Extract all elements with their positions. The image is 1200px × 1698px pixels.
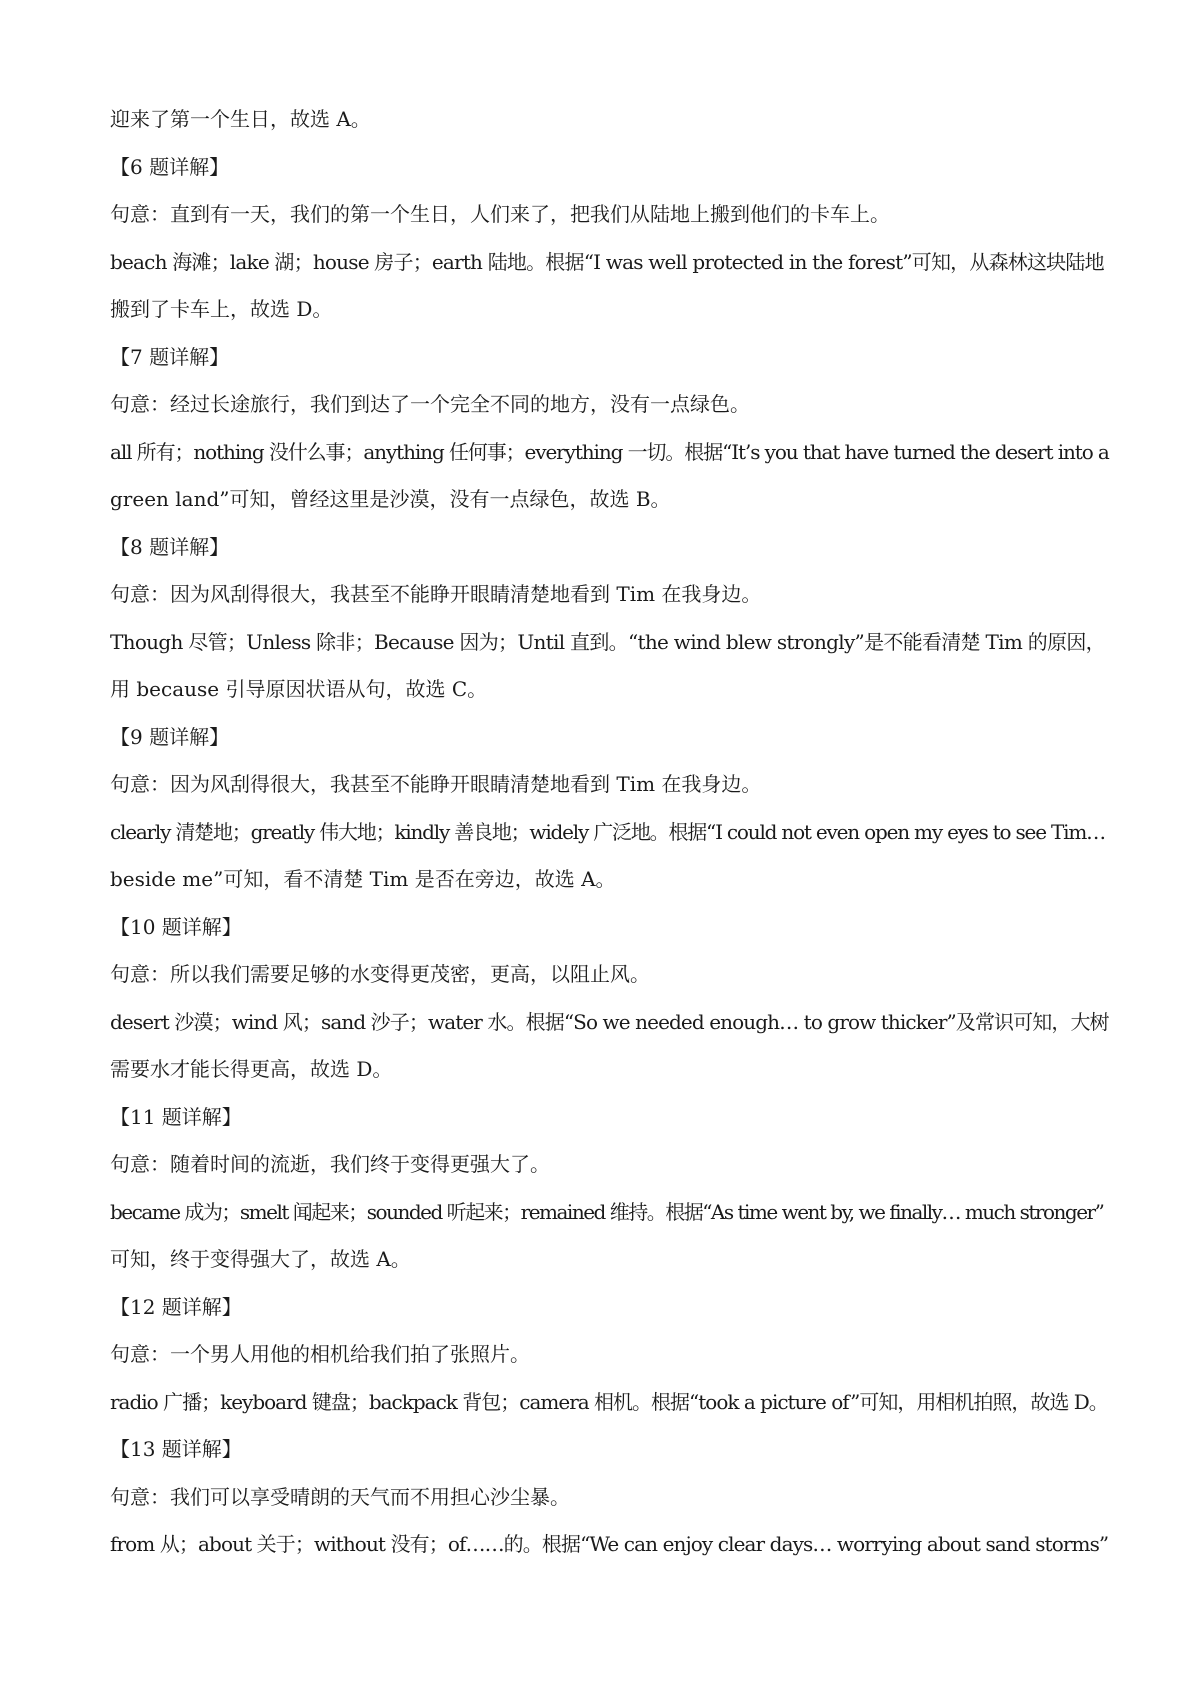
- text-line: 句意：直到有一天，我们的第一个生日，人们来了，把我们从陆地上搬到他们的卡车上。: [110, 202, 890, 226]
- section-heading-10: 【10 题详解】: [110, 914, 242, 939]
- text-line: green land”可知，曾经这里是沙漠，没有一点绿色，故选 B。: [110, 487, 671, 511]
- text-line: became 成为；smelt 闻起来；sounded 听起来；remained 维持。根据“As time went by, we finally… much stronger”: [110, 1199, 1104, 1224]
- text-line: 搬到了卡车上，故选 D。: [110, 297, 333, 321]
- text-line: desert 沙漠；wind 风；sand 沙子；water 水。根据“So we needed enough… to grow thicker”及常识可知，大树: [110, 1009, 1109, 1034]
- section-heading-8: 【8 题详解】: [110, 534, 230, 559]
- text-line: 句意：因为风刮得很大，我甚至不能睁开眼睛清楚地看到 Tim 在我身边。: [110, 582, 762, 606]
- text-line: 句意：所以我们需要足够的水变得更茂密，更高，以阻止风。: [110, 962, 650, 986]
- text-line: 可知，终于变得强大了，故选 A。: [110, 1247, 411, 1271]
- text-line: 句意：随着时间的流逝，我们终于变得更强大了。: [110, 1152, 550, 1176]
- text-line: 用 because 引导原因状语从句，故选 C。: [110, 677, 488, 701]
- section-heading-11: 【11 题详解】: [110, 1104, 242, 1129]
- text-line: 迎来了第一个生日，故选 A。: [110, 107, 371, 131]
- text-line: radio 广播；keyboard 键盘；backpack 背包；camera 相机。根据“took a picture of”可知，用相机拍照，故选 D。: [110, 1389, 1108, 1414]
- text-line: beside me”可知，看不清楚 Tim 是否在旁边，故选 A。: [110, 867, 616, 891]
- answer-explanations: [110, 96, 1110, 1569]
- text-line: beach 海滩；lake 湖；house 房子；earth 陆地。根据“I was well protected in the forest”可知，从森林这块陆地: [110, 249, 1104, 274]
- section-heading-6: 【6 题详解】: [110, 154, 230, 179]
- text-line: clearly 清楚地；greatly 伟大地；kindly 善良地；widely 广泛地。根据“I could not even open my eyes to see Tim…: [110, 819, 1105, 844]
- text-line: all 所有；nothing 没什么事；anything 任何事；everything 一切。根据“It’s you that have turned the desert into a: [110, 439, 1109, 464]
- section-heading-12: 【12 题详解】: [110, 1294, 242, 1319]
- text-line: 句意：我们可以享受晴朗的天气而不用担心沙尘暴。: [110, 1484, 570, 1509]
- section-heading-13: 【13 题详解】: [110, 1437, 242, 1461]
- text-line: 句意：一个男人用他的相机给我们拍了张照片。: [110, 1342, 530, 1366]
- text-line: 句意：经过长途旅行，我们到达了一个完全不同的地方，没有一点绿色。: [110, 392, 750, 416]
- text-line: 需要水才能长得更高，故选 D。: [110, 1057, 393, 1081]
- section-heading-7: 【7 题详解】: [110, 344, 230, 369]
- text-line: Though 尽管；Unless 除非；Because 因为；Until 直到。“the wind blew strongly”是不能看清楚 Tim 的原因，: [110, 629, 1105, 654]
- text-line: from 从；about 关于；without 没有；of……的。根据“We can enjoy clear days… worrying about sand storms”: [110, 1532, 1109, 1556]
- text-line: 句意：因为风刮得很大，我甚至不能睁开眼睛清楚地看到 Tim 在我身边。: [110, 772, 762, 796]
- section-heading-9: 【9 题详解】: [110, 724, 230, 749]
